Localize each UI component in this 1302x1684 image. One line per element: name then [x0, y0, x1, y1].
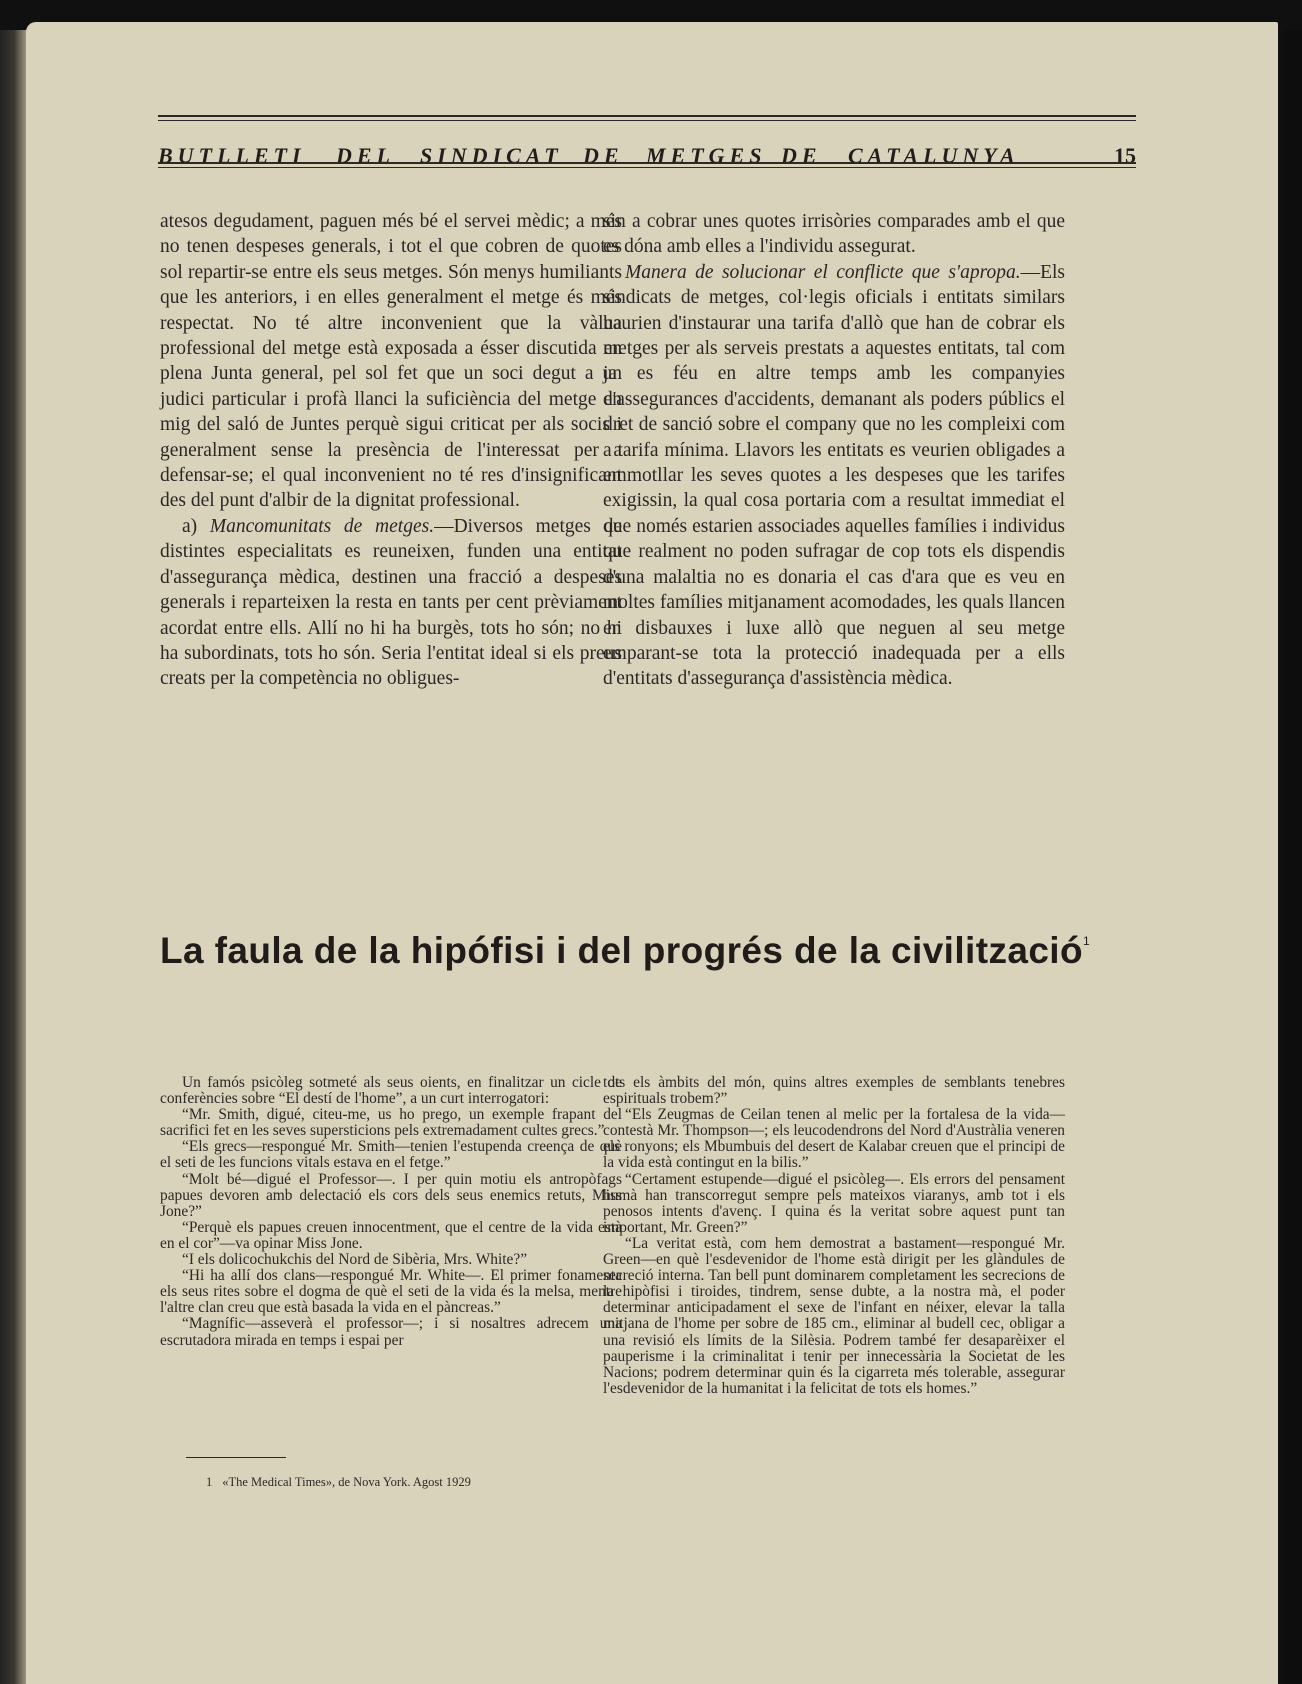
paragraph-mancomunitats	[160, 514, 622, 692]
paragraph: “I els dolicochukchis del Nord de Sibèria, Mrs. White?”	[182, 1251, 528, 1269]
paragraph: tots els àmbits del món, quins altres exemples de semblants tenebres espirituals trobem?”	[603, 1074, 1065, 1108]
running-head-word: DEL	[336, 143, 395, 168]
header-rule-top-thin	[158, 120, 1136, 121]
paragraph: “Els grecs—respongué Mr. Smith—tenien l'estupenda creença de què el seti de les funcions vitals estava en el fetge.”	[160, 1138, 622, 1172]
running-head-word: CATALUNYA	[848, 143, 1020, 168]
paragraph: “Hi ha allí dos clans—respongué Mr. White—. El primer fonamenta els seus rites sobre el dogma de què el seti de la vida és la melsa, mentre l'altre clan creu que està basada la vida en el pàncreas.”	[160, 1267, 622, 1317]
paragraph: “Magnífic—asseverà el professor—; i si nosaltres adrecem una escrutadora mirada en temps i espai per	[160, 1315, 622, 1349]
running-head-word: SINDICAT	[420, 143, 563, 168]
footnote	[206, 1475, 471, 1490]
article-left-column	[160, 1075, 622, 1349]
section-heading: Manera de solucionar el conflicte que s'apropa.	[625, 261, 1021, 283]
paragraph-text: —Diversos metges de distintes especialitats es reuneixen, funden una entitat d'assegurança mèdica, destinen una fracció a despeses generals i reparteixen la resta en tants per cent prèviament acordat entre ells. Allí no hi ha burgès, tots ho són; no hi ha subordinats, tots ho són. Seria l'entitat ideal si els preus creats per la competència no obligues-	[160, 515, 623, 690]
footnote-mark: 1	[1082, 934, 1091, 948]
article-right-column	[603, 1075, 1065, 1397]
article-title-text: La faula de la hipófisi i del progrés de la civilització	[160, 930, 1083, 971]
page	[26, 22, 1278, 1684]
paragraph: sin a cobrar unes quotes irrisòries comparades amb el que es dóna amb elles a l'individu assegurat.	[603, 211, 1065, 258]
paragraph: “Molt bé—digué el Professor—. I per quin motiu els antropòfags papues devoren amb delectació els cors dels seus enemics retuts, Miss Jone?”	[160, 1170, 622, 1220]
paragraph-manera	[603, 260, 1065, 692]
running-head-word: DE	[583, 143, 624, 168]
paragraph: atesos degudament, paguen més bé el servei mèdic; a més no tenen despeses generals, i tot el que cobren de quotes sol repartir-se entre els seus metges. Són menys humiliants que les anteriors, i en elles generalment el metge és més respectat. No té altre inconvenient que la vàlua professional del metge està exposada a ésser discutida en plena Junta general, pel sol fet que un soci degut a un judici particular i profà llanci la suficiència del metge en mig del saló de Juntes perquè sigui criticat per als socis i generalment sense la presència de l'interessat per a defensar-se; el qual inconvenient no té res d'insignificant des del punt d'albir de la dignitat professional.	[160, 211, 622, 512]
paragraph: “Els Zeugmas de Ceilan tenen al melic per la fortalesa de la vida—contestà Mr. Thompson—; els leucodendrons del Nord d'Austràlia veneren els ronyons; els Mbumbuis del desert de Kalabar creuen que el principi de la vida està contingut en la bilis.”	[603, 1106, 1065, 1172]
footnote-rule	[186, 1457, 286, 1458]
footnote-number: 1	[206, 1475, 213, 1489]
running-head-word: DE	[781, 143, 822, 168]
paragraph: “Perquè els papues creuen innocentment, que el centre de la vida està en el cor”—va opinar Miss Jone.	[160, 1218, 622, 1252]
running-head-word: METGES	[646, 143, 767, 168]
scan-edge	[1284, 30, 1302, 1684]
article-title	[160, 930, 1140, 972]
header-rule-top	[158, 115, 1136, 117]
header-rule-bottom	[158, 162, 1136, 164]
section-heading: Mancomunitats de metges.	[209, 515, 435, 537]
paragraph-text: —Els sindicats de metges, col·legis oficials i entitats similars haurien d'instaurar una tarifa d'allò que han de cobrar els metges per als serveis prestats a aquestes entitats, tal com ja es féu en altre temps amb les companyies d'assegurances d'accidents, demanant als poders públics el dret de sanció sobre el company que no les compleixi com a tarifa mínima. Llavors les entitats es veurien obligades a emmotllar les seves quotes a les despeses que les tarifes exigissin, la qual cosa portaria com a resultat immediat el que només estarien associades aquelles famílies i individus que realment no poden sufragar de cop tots els dispendis d'una malaltia no es donaria el cas d'ara que es veu en moltes famílies mitjanament acomodades, les quals llancen en disbauxes i luxe allò que neguen al seu metge emparant-se tota la protecció inadequada per a ells d'entitats d'assegurança d'assistència mèdica.	[603, 261, 1065, 690]
header-rule-bottom-thin	[158, 167, 1136, 168]
page-number: 15	[1114, 143, 1136, 168]
list-marker: a)	[182, 515, 198, 537]
upper-left-column	[160, 209, 622, 692]
upper-right-column	[603, 209, 1065, 692]
footnote-text: «The Medical Times», de Nova York. Agost 1929	[222, 1475, 471, 1489]
paragraph: “Certament estupende—digué el psicòleg—. Els errors del pensament humà han transcorregut sempre pels mateixos viaranys, amb tot i els penosos intents d'avenç. I quina és la veritat sobre aquest punt tan important, Mr. Green?”	[603, 1170, 1065, 1236]
paragraph: “Mr. Smith, digué, citeu-me, us ho prego, un exemple frapant del sacrifici fet en les seves supersticions pels extremadament cultes grecs.”	[160, 1106, 622, 1140]
running-head	[158, 135, 1136, 175]
running-head-word: BUTLLETI	[158, 143, 306, 168]
paragraph: “La veritat està, com hem demostrat a bastament—respongué Mr. Green—en què l'esdevenidor de l'home està dirigit per les glàndules de secreció interna. Tan bell punt dominarem completament les secrecions de la hipòfisi i tiroides, tindrem, sense dubte, a la nostra mà, el poder determinar anticipadament el sexe de l'infant en néixer, elevar la talla mitjana de l'home per sobre de 185 cm., eliminar al budell cec, obligar a una revisió els límits de la Silèsia. Podrem també fer desaparèixer el pauperisme i la criminalitat i tenir per innecessària la Societat de les Nacions; podrem determinar quin és la cigarreta més tolerable, assegurar l'esdevenidor de la humanitat i la felicitat de tots els homes.”	[603, 1234, 1065, 1397]
paragraph: Un famós psicòleg sotmeté als seus oients, en finalitzar un cicle de conferències sobre “El destí de l'home”, a un curt interrogatori:	[160, 1074, 622, 1108]
